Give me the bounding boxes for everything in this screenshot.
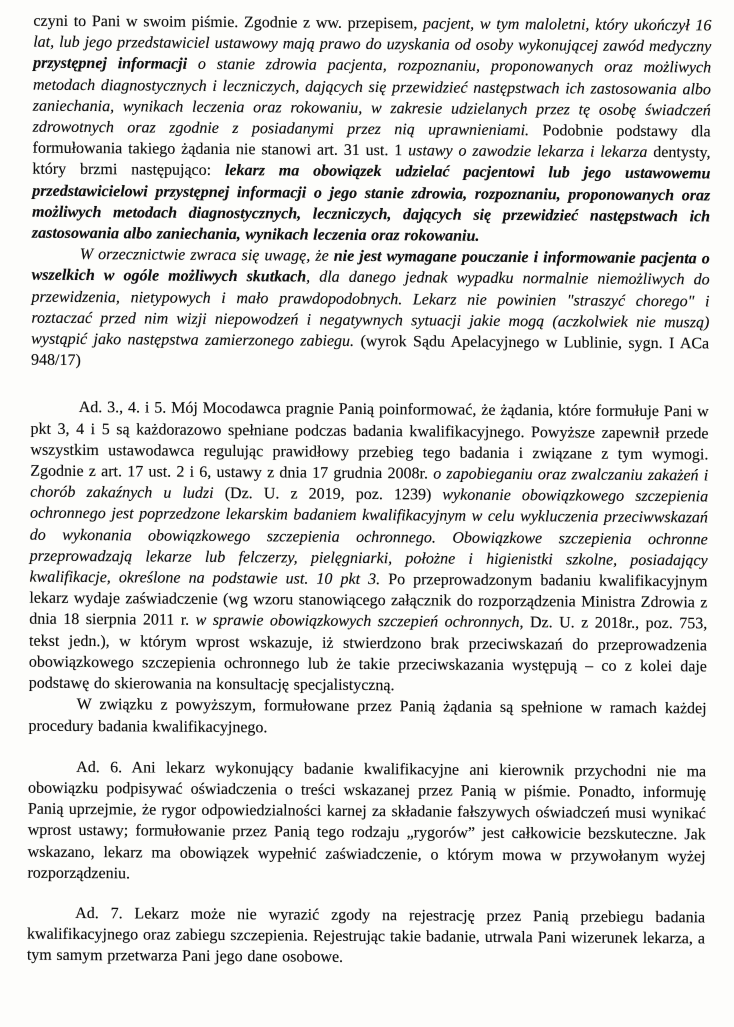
text-run: W orzecznictwie zwraca się uwagę, że <box>79 246 334 265</box>
text-run: Podobnie podstawy dla formułowania takiego żądania nie stanowi art. 31 ust. 1 <box>32 122 711 160</box>
text-run: w sprawie obowiązkowych szczepień ochronnych <box>195 612 520 632</box>
text-run: lekarz ma obowiązek udzielać pacjentowi lub jego ustawowemu przedstawicielowi przystępnej informacji o jego stanie zdrowia, rozpoznaniu, proponowanych oraz możliwych metodach diagnostycznych, leczniczych, dających się przewidzieć następstwach ich zastosowania albo zaniechania, wynikach leczenia oraz rokowaniu. <box>31 162 711 245</box>
paragraph-ad-7 <box>27 903 705 971</box>
text-run: (Dz. U. z 2019, poz. 1239) <box>224 485 443 504</box>
text-run: wykonanie obowiązkowego szczepienia ochronnego jest poprzedzone lekarskim badaniem kwalifikacyjnym w celu wykluczenia przeciwwskazań do wykonania obowiązkowego szczepienia ochronnego. Obowiązkowe szczepienia ochronne przeprowadzają lekarze lub felczerzy, pielęgniarki, położne i higienistki szkolne, posiadający kwalifikacje, określone na podstawie ust. 10 pkt 3. <box>29 486 709 589</box>
paragraph-patient-information <box>32 11 712 249</box>
text-run: Ad. 6. Ani lekarz wykonujący badanie kwalifikacyjne ani kierownik przychodni nie ma obowiązku podpisywać oświadczenia o treści wskazanej przez Panią w piśmie. Ponadto, informuję Panią uprzejmie, że rygor odpowiedzialności karnej za składanie fałszywych oświadczeń musi wynikać wprost ustawy; formułowanie przez Panią tego rodzaju „rygorów” jest całkowicie bezskuteczne. Jak wskazano, lekarz ma obowiązek wypełnić zaświadczenie, o którym mowa w przywołanym wyżej rozporządzeniu. <box>27 758 707 883</box>
text-run: Ad. 3., 4. i 5. Mój Mocodawca pragnie Panią poinformować, że żądania, które formułuje Pani w pkt 3, 4 i 5 są każdorazowo spełniane podczas badania kwalifikacyjnego. Powyższe zapewnił przede wszystkim ustawodawca regulując prawidłowy przebieg tego badania i związane z tym wymogi. Zgodnie z art. 17 ust. 2 i 6, ustawy z dnia 17 grudnia 2008r. <box>30 399 709 483</box>
text-run: czyni to Pani w swoim piśmie. Zgodnie z ww. przepisem, <box>33 12 424 33</box>
text-run: W związku z powyższym, formułowane przez Panią żądania są spełnione w ramach każdej procedury badania kwalifikacyjnego. <box>28 696 707 736</box>
text-run: , Dz. U. z 2018r., poz. 753, tekst jedn.), w którym wprost wskazuje, iż stwierdzono brak przeciwskazań do przeprowadzenia obowiązkowego szczepienia ochronnego lub że takie przeciwskazania występują – co z kolei daje podstawę do skierowania na konsultację specjalistyczną. <box>28 614 708 695</box>
text-run: , dla danego jednak wypadku normalnie niemożliwych do przewidzenia, nietypowych i mało prawdopodobnych. Lekarz nie powinien "straszyć chorego" i roztaczać przed nim wizji niepowodzeń i negatywnych sytuacji jakie mogą (aczkolwiek nie muszą) wystąpić jako następstwa zamierzonego zabiegu. <box>31 269 710 350</box>
text-run: ustawy o zawodzie lekarza i lekarza <box>408 142 654 162</box>
paragraph-summary <box>28 694 706 741</box>
text-run: (wyrok Sądu Apelacyjnego w Lublinie, sygn. I ACa 948/17) <box>30 332 710 370</box>
text-run: pacjent, w tym maloletni, który ukończył 16 lat, lub jego przedstawiciel ustawowy mają prawo do uzyskania od osoby wykonującej zawód medyczny <box>33 15 712 56</box>
paragraph-ad-3-4-5 <box>29 397 709 699</box>
text-run: o stanie zdrowia pacjenta, rozpoznaniu, proponowanych oraz możliwych metodach diagnostycznych i leczniczych, dających się przewidzieć następstwach ich zastosowania albo zaniechania, wynikach leczenia oraz rokowaniu, w zakresie udzielanych przez tę osobę świadczeń zdrowotnych oraz zgodnie z posiadanymi przez nią uprawnieniami. <box>32 56 712 140</box>
text-run: Ad. 7. Lekarz może nie wyrazić zgody na rejestrację przez Panią przebiegu badania kwalifikacyjnego oraz zabiegu szczepienia. Rejestrując takie badanie, utrwala Pani wizerunek lekarza, a tym samym przetwarza Pani jego dane osobowe. <box>26 904 706 967</box>
text-run: o zapobieganiu oraz zwalczaniu zakażeń i chorób zakaźnych u ludzi <box>30 465 709 503</box>
text-run: nie jest wymagane pouczanie i informowanie pacjenta o wszelkich w ogóle możliwych skutkach <box>31 247 710 287</box>
text-run: Po przeprowadzonym badaniu kwalifikacyjnym lekarz wydaje zaświadczenie (wg wzoru stanowiącego załącznik do rozporządzenia Ministra Zdrowia z dnia 18 sierpnia 2011 r. <box>29 571 708 630</box>
text-run: dentysty, który brzmi następująco: <box>32 144 711 180</box>
paragraph-ad-6 <box>27 756 706 888</box>
paragraph-case-law-quote <box>31 244 710 376</box>
text-run: przystępnej informacji <box>33 55 198 74</box>
